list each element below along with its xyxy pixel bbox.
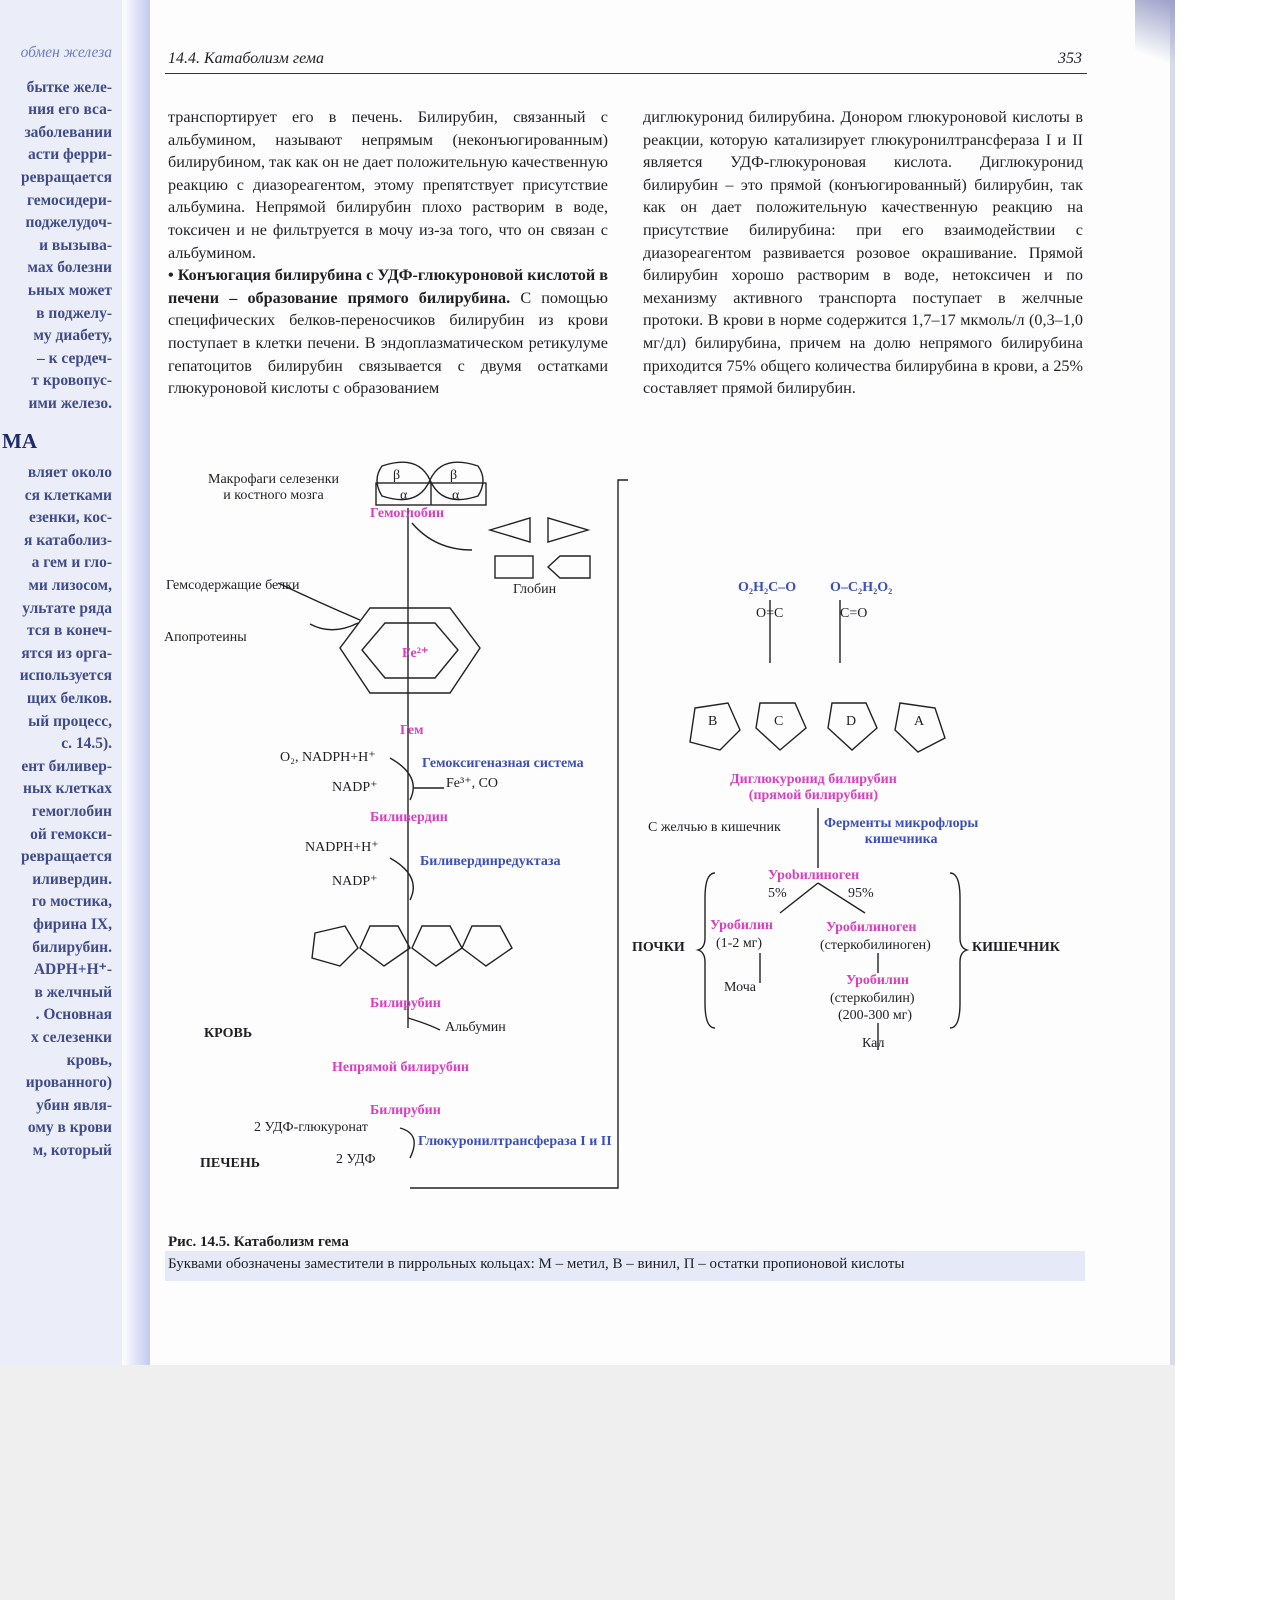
ring-b-glyph: B [708,714,718,729]
left-page-line: убин явля- [36,1096,112,1114]
text-column-left [168,106,608,400]
left-page-fragment [0,42,112,1163]
diglucuronide-label: Диглюкуронид билирубин (прямой билирубин) [730,772,897,803]
ring-a-glyph: A [914,714,925,729]
left-page-line: гемосидери- [26,191,112,209]
left-page-line: ревращается [20,848,112,866]
paragraph: транспортирует его в печень. Билирубин, связанный с альбумином, называют непрямым (неконъюгированным) билирубином, так как он не дает положительную качественную реакцию с диазореагентом, этому препятствует присутствие альбумина. Непрямой билирубин плохо растворим в воде, токсичен и не фильтруется в мочу из-за того, что он связан с альбумином. [168,108,608,262]
left-page-line: бытке желе- [26,78,112,96]
scan-right-margin [1175,0,1280,1600]
stercobilin-label: (стеркобилин) [830,991,915,1006]
page-gutter [122,0,150,1365]
header-rule [165,73,1087,74]
left-page-line: гемоглобин [31,803,112,820]
left-page-line: . Основная [35,1006,112,1024]
left-page-line: – к сердеч- [36,349,112,367]
left-page-line: в желчный [34,983,112,1001]
feces-label: Кал [862,1036,885,1051]
left-page-line: ьных может [27,281,112,299]
udp-label: 2 УДФ [336,1152,376,1167]
paragraph [168,264,608,400]
left-page-line: ревращается [20,168,112,186]
microflora-label: Ферменты микрофлоры кишечника [824,816,979,847]
urobilinogen-label: Урobилиноген [768,868,860,883]
urobilin-left-label: Уробилин [710,918,773,933]
left-page-line: фирина IX, [33,915,112,933]
left-page-line: в поджелу- [36,304,112,322]
heme-oxygenase-label: Гемоксигеназная система [422,756,584,771]
left-page-line: ультате ряда [22,599,112,617]
urobilin-right-label: Уробилин [846,973,909,988]
bilirubin-pyrrole-ring [312,926,358,966]
left-page-line: ент биливер- [21,757,112,775]
figure-caption: Рис. 14.5. Катаболизм гема [168,1234,349,1250]
iron-label: Fe²⁺ [402,646,429,661]
globin-beta [548,518,588,542]
blood-label: КРОВЬ [204,1026,253,1041]
biliverdin-reductase-label: Биливердинредуктаза [420,854,561,869]
globin-beta [490,518,530,542]
bilirubin-label: Билирубин [370,996,441,1011]
heme-label: Гем [400,723,424,738]
left-page-line: билирубин. [32,938,112,956]
left-page-heading: МА [2,428,37,453]
urine-label: Моча [724,980,756,995]
bilirubin-pyrrole-ring [462,926,512,966]
nadp-label: NADP⁺ [332,874,378,889]
left-page-line: ый процесс, [28,712,112,730]
ester-left-label: O₂H₂C–O [738,580,797,595]
heme-proteins-label: Гемсодержащие белки [166,578,300,593]
ring-c-glyph: C [774,714,784,729]
kidney-brace [698,873,715,1028]
left-page-line: ой гемокси- [30,825,112,843]
alpha-glyph: α [452,488,460,503]
left-page-line: ния его вса- [28,101,112,119]
beta-glyph: β [393,468,401,483]
stercobilin-amount-label: (200-300 мг) [838,1008,913,1023]
urobilin-amount-label: (1-2 мг) [716,936,763,951]
paragraph: диглюкуронид билирубина. Донором глюкуроновой кислоты в реакции, которую катализирует глюкуронилтрансфераза I и II является УДФ-глюкуроновая кислота. Диглюкуронид билирубин – это прямой (конъюгированный) билирубин, так как он дает положительную качественную реакцию на присутствие билирубина: при его взаимодействии с диазореагентом развивается розовое окрашивание. Прямой билирубин хорошо растворим в воде, нетоксичен и по механизму активного транспорта поступает в желчные протоки. В крови в норме содержится 1,7–17 мкмоль/л (0,3–1,0 мг/дл) билирубина, причем на долю непрямого билирубина приходится 75% общего количества билирубина в крови, а 25% составляет прямой билирубин. [643,108,1083,398]
left-page-lines-a [0,77,112,416]
left-page-line: езенки, кос- [28,509,112,527]
left-page-line: му диабету, [33,327,112,345]
kidneys-label: ПОЧКИ [632,940,685,955]
urobilinogen-label: Уробилиноген [826,920,917,935]
beta-glyph: β [450,468,458,483]
page-corner-shadow [1135,0,1175,80]
bile-to-intestine-label: С желчью в кишечник [648,820,781,835]
left-page-line: м, который [32,1141,112,1159]
heme-catabolism-figure [160,458,1120,1238]
albumin-label: Альбумин [445,1020,506,1035]
left-page-header: обмен железа [20,44,112,61]
udp-glucuronate-label: 2 УДФ-глюкуронат [254,1120,368,1135]
carbonyl-right-glyph: C=O [840,606,868,621]
left-page-line: заболевании [24,123,112,141]
biliverdin-label: Биливердин [370,810,448,825]
oxygen-label: O₂, NADPH+H⁺ [280,750,376,765]
glucuronyltransferase-label: Глюкуронилтрансфераза I и II [418,1134,612,1149]
left-page-line: тся в конеч- [27,622,112,640]
figure-legend: Буквами обозначены заместители в пиррольных кольцах: M – метил, B – винил, П – остатки пропионовой кислоты [168,1256,905,1272]
apoproteins-label: Апопротеины [164,630,247,645]
left-page-line: поджелудоч- [25,214,112,232]
scan-bottom-margin [0,1365,1175,1600]
left-page-line: го мостика, [31,893,112,911]
section-lead: • Конъюгация билирубина с УДФ-глюкуроновой кислотой в печени – образование прямого билирубина. [168,266,608,307]
left-page-line: мах болезни [27,259,112,277]
ester-right-label: O–C₂H₂O₂ [830,580,893,595]
left-page-line: кровь, [66,1051,112,1069]
alpha-glyph: α [400,488,408,503]
left-page-line: а гем и гло- [31,554,112,572]
fe-co-label: Fe³⁺, CO [446,776,499,791]
indirect-bilirubin-label: Непрямой билирубин [332,1060,469,1075]
bilirubin-pyrrole-ring [412,926,462,966]
left-page-line: вляет около [27,464,112,482]
apoprotein-arrow [310,623,358,630]
left-page-line: ADPH+H⁺- [33,961,112,979]
nadp-label: NADP⁺ [332,780,378,795]
stercobilinogen-label: (стеркобилиноген) [820,938,931,953]
left-page-line: иливердин. [32,870,112,888]
left-page-line: и вызыва- [39,236,112,254]
hemoglobin-label: Гемоглобин [370,506,445,521]
intestine-brace [950,873,967,1028]
globin-alpha [495,556,533,578]
left-page-line: ных клетках [23,780,112,798]
left-page-line: ими железо. [28,394,112,412]
nadph-label: NADPH+H⁺ [305,840,379,855]
left-page-line: т кровопус- [31,372,112,390]
globin-release-arrow [412,523,472,550]
bilirubin-pyrrole-ring [360,926,410,966]
left-page-line: х селезенки [30,1028,112,1046]
left-page-line: ятся из орга- [21,644,112,662]
ring-d-glyph: D [846,714,857,729]
paragraph-text: С помощью специфических белков-переносчиков билирубин из крови поступает в клетки печени. В эндоплазматическом ретикулуме гепатоцитов билирубин связывается с двумя остатками глюкуроновой кислоты с образованием [168,288,608,398]
left-page-line: щих белков. [26,690,112,708]
bilirubin-label: Билирубин [370,1103,441,1118]
left-page-lines-b [0,462,112,1162]
left-page-line: ированного) [25,1074,112,1092]
intestine-label: КИШЕЧНИК [972,940,1060,955]
macrophages-label: Макрофаги селезенки и костного мозга [208,472,339,503]
liver-label: ПЕЧЕНЬ [200,1156,260,1171]
left-page-line: ми лизосом, [28,577,112,595]
page-number: 353 [1058,50,1082,67]
percent-5-label: 5% [768,886,787,901]
left-page-line: асти ферри- [28,146,112,164]
carbonyl-left-glyph: O=C [756,606,784,621]
left-page-line: я катаболиз- [24,531,112,549]
text-column-right [643,106,1083,400]
left-page-line: ому в крови [27,1119,112,1137]
globin-label: Глобин [513,582,557,597]
percent-95-label: 95% [848,886,874,901]
left-page-line: с. 14.5). [61,735,112,753]
running-head: 14.4. Катаболизм гема [168,50,324,67]
globin-alpha [548,556,590,578]
left-page-line: ся клетками [24,486,112,504]
left-page-line: используется [19,667,112,685]
